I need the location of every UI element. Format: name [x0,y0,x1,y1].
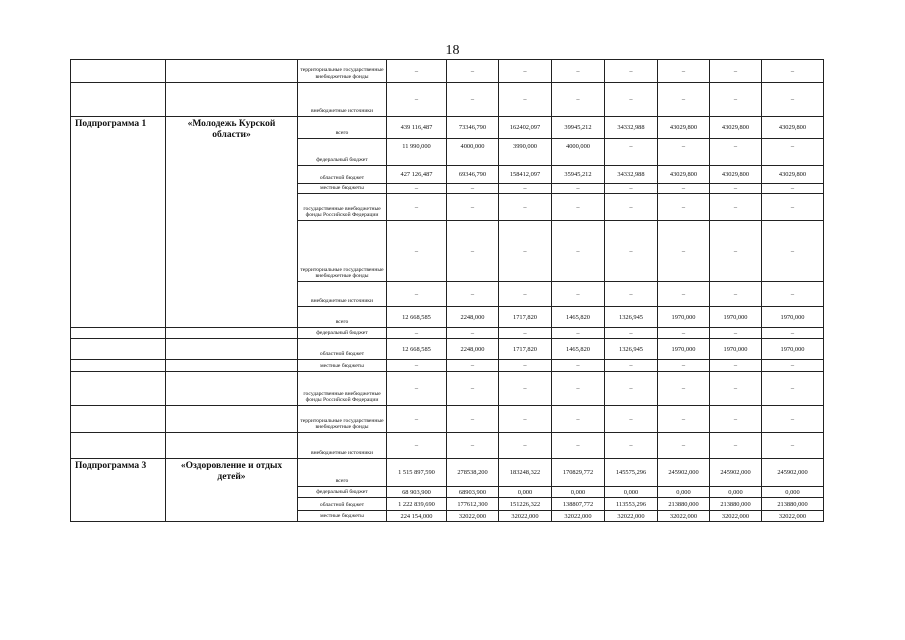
value-cell: 177612,300 [447,498,499,511]
value-cell: – [658,406,710,433]
value-cell: 158412,097 [499,166,552,184]
empty-cell [166,339,298,360]
funding-source: областной бюджет [298,498,387,511]
value-cell: 0,000 [605,487,658,498]
value-cell: 32022,000 [499,511,552,522]
value-cell: – [552,433,605,459]
funding-source: местные бюджеты [298,360,387,372]
value-cell: – [387,60,447,83]
value-cell: – [658,184,710,194]
value-cell: – [658,60,710,83]
value-cell: 0,000 [710,487,762,498]
value-cell: – [762,60,824,83]
value-cell: 2248,000 [447,307,499,328]
funding-source: территориальные государственные внебюджетные фонды [298,221,387,282]
funding-source: внебюджетные источники [298,83,387,117]
funding-source: государственные внебюджетные фонды Российской Федерации [298,372,387,406]
value-cell: – [658,360,710,372]
table-row [71,459,824,487]
value-cell: 32022,000 [447,511,499,522]
value-cell: 12 668,585 [387,307,447,328]
value-cell: 224 154,000 [387,511,447,522]
value-cell: – [605,406,658,433]
value-cell: – [710,328,762,339]
table-row [71,372,824,406]
value-cell: 213880,000 [658,498,710,511]
value-cell: 43029,800 [658,117,710,139]
value-cell: 1717,820 [499,339,552,360]
funding-source: федеральный бюджет [298,487,387,498]
table-row [71,117,824,139]
value-cell: 1970,000 [762,339,824,360]
value-cell: 73346,790 [447,117,499,139]
value-cell: 1970,000 [710,339,762,360]
table-row [71,328,824,339]
value-cell: – [762,83,824,117]
value-cell: 1970,000 [658,307,710,328]
value-cell: – [387,282,447,307]
value-cell: – [762,433,824,459]
value-cell: – [605,328,658,339]
value-cell: – [710,221,762,282]
value-cell: 145575,296 [605,459,658,487]
value-cell: 183248,322 [499,459,552,487]
value-cell: – [762,282,824,307]
value-cell: – [499,184,552,194]
value-cell: 68903,900 [447,487,499,498]
table-row [71,60,824,83]
value-cell: – [762,406,824,433]
value-cell: – [499,83,552,117]
funding-source: федеральный бюджет [298,139,387,166]
empty-cell [71,360,166,372]
value-cell: – [762,139,824,166]
value-cell: 1465,820 [552,307,605,328]
value-cell: 0,000 [552,487,605,498]
value-cell: – [387,372,447,406]
value-cell: 439 116,487 [387,117,447,139]
value-cell: 1970,000 [710,307,762,328]
value-cell: 32022,000 [605,511,658,522]
value-cell: – [499,406,552,433]
value-cell: – [710,282,762,307]
value-cell: 32022,000 [710,511,762,522]
empty-cell [166,360,298,372]
funding-source: федеральный бюджет [298,328,387,339]
value-cell: – [605,282,658,307]
value-cell: – [447,221,499,282]
value-cell: 43029,800 [762,166,824,184]
value-cell: 1326,945 [605,339,658,360]
value-cell: 1970,000 [658,339,710,360]
table-row [71,406,824,433]
value-cell: – [447,194,499,221]
value-cell: – [552,360,605,372]
value-cell: – [710,184,762,194]
empty-cell [166,372,298,406]
empty-cell [166,433,298,459]
value-cell: 34332,988 [605,117,658,139]
value-cell: – [387,360,447,372]
empty-cell [71,339,166,360]
value-cell: – [658,282,710,307]
value-cell: – [552,328,605,339]
funding-source: территориальные государственные внебюджетные фонды [298,406,387,433]
value-cell: – [762,360,824,372]
subprogram-name: «Молодежь Курской области» [166,117,298,328]
value-cell: – [552,282,605,307]
value-cell: 35945,212 [552,166,605,184]
value-cell: – [710,60,762,83]
value-cell: 68 903,900 [387,487,447,498]
value-cell: – [658,83,710,117]
value-cell: – [499,194,552,221]
value-cell: – [447,433,499,459]
value-cell: – [605,184,658,194]
value-cell: 245902,000 [762,459,824,487]
value-cell: 213880,000 [710,498,762,511]
budget-table [70,59,824,522]
value-cell: – [605,194,658,221]
value-cell: – [762,221,824,282]
funding-source: всего [298,459,387,487]
value-cell: – [658,372,710,406]
value-cell: – [387,328,447,339]
value-cell: – [605,139,658,166]
value-cell: – [605,360,658,372]
value-cell: – [552,60,605,83]
value-cell: 11 990,000 [387,139,447,166]
value-cell: – [447,184,499,194]
value-cell: 2248,000 [447,339,499,360]
funding-source: внебюджетные источники [298,433,387,459]
value-cell: – [499,360,552,372]
value-cell: – [710,360,762,372]
subprogram-name: «Оздоровление и отдых детей» [166,459,298,522]
empty-cell [166,328,298,339]
value-cell: 1717,820 [499,307,552,328]
value-cell: – [499,282,552,307]
funding-source: местные бюджеты [298,511,387,522]
value-cell: – [447,83,499,117]
funding-source: всего [298,117,387,139]
value-cell: 1 222 839,690 [387,498,447,511]
value-cell: 32022,000 [658,511,710,522]
subprogram-label: Подпрограмма 3 [71,459,166,522]
empty-cell [166,83,298,117]
value-cell: 43029,800 [710,117,762,139]
value-cell: – [658,433,710,459]
value-cell: 39945,212 [552,117,605,139]
value-cell: – [552,83,605,117]
funding-source: территориальные государственные внебюджетные фонды [298,60,387,83]
value-cell: 162402,097 [499,117,552,139]
value-cell: 0,000 [658,487,710,498]
page-number: 18 [445,43,460,58]
value-cell: – [447,406,499,433]
value-cell: – [499,221,552,282]
value-cell: – [605,60,658,83]
value-cell: – [552,184,605,194]
value-cell: – [387,433,447,459]
value-cell: – [710,433,762,459]
table-row [71,83,824,117]
value-cell: 3990,000 [499,139,552,166]
empty-cell [166,406,298,433]
value-cell: 0,000 [499,487,552,498]
value-cell: 245902,000 [658,459,710,487]
value-cell: – [710,372,762,406]
value-cell: 0,000 [762,487,824,498]
value-cell: – [552,372,605,406]
value-cell: – [710,406,762,433]
value-cell: 245902,000 [710,459,762,487]
table-row [71,433,824,459]
value-cell: 12 668,585 [387,339,447,360]
value-cell: – [499,328,552,339]
value-cell: – [605,433,658,459]
funding-source: государственные внебюджетные фонды Российской Федерации [298,194,387,221]
value-cell: 170829,772 [552,459,605,487]
value-cell: 43029,800 [762,117,824,139]
value-cell: 427 126,487 [387,166,447,184]
value-cell: – [710,194,762,221]
empty-cell [166,60,298,83]
value-cell: – [552,221,605,282]
funding-source: областной бюджет [298,339,387,360]
value-cell: – [762,372,824,406]
value-cell: – [499,60,552,83]
value-cell: 34332,988 [605,166,658,184]
value-cell: 43029,800 [710,166,762,184]
table-row [71,339,824,360]
value-cell: – [658,194,710,221]
value-cell: 151226,322 [499,498,552,511]
value-cell: – [762,184,824,194]
value-cell: – [499,372,552,406]
value-cell: – [447,328,499,339]
value-cell: – [762,328,824,339]
funding-source: областной бюджет [298,166,387,184]
empty-cell [71,328,166,339]
value-cell: 1970,000 [762,307,824,328]
empty-cell [71,433,166,459]
subprogram-label: Подпрограмма 1 [71,117,166,328]
value-cell: 1326,945 [605,307,658,328]
value-cell: 69346,790 [447,166,499,184]
value-cell: – [447,360,499,372]
value-cell: – [447,282,499,307]
funding-source: внебюджетные источники [298,282,387,307]
value-cell: 32022,000 [762,511,824,522]
empty-cell [71,372,166,406]
value-cell: – [710,83,762,117]
value-cell: – [552,194,605,221]
value-cell: 4000,000 [552,139,605,166]
value-cell: – [387,406,447,433]
value-cell: 278538,200 [447,459,499,487]
value-cell: – [387,194,447,221]
value-cell: 43029,800 [658,166,710,184]
table-row [71,360,824,372]
empty-cell [71,83,166,117]
value-cell: 1465,820 [552,339,605,360]
empty-cell [71,60,166,83]
value-cell: – [762,194,824,221]
value-cell: 213880,000 [762,498,824,511]
value-cell: – [710,139,762,166]
value-cell: – [605,83,658,117]
funding-source: местные бюджеты [298,184,387,194]
value-cell: – [605,221,658,282]
value-cell: 4000,000 [447,139,499,166]
value-cell: – [387,184,447,194]
value-cell: 138807,772 [552,498,605,511]
value-cell: – [387,83,447,117]
value-cell: – [387,221,447,282]
value-cell: – [605,372,658,406]
value-cell: 32022,000 [552,511,605,522]
table-body [71,60,824,522]
value-cell: – [658,221,710,282]
value-cell: 1 515 897,590 [387,459,447,487]
value-cell: – [658,139,710,166]
value-cell: 113553,296 [605,498,658,511]
empty-cell [71,406,166,433]
value-cell: – [447,372,499,406]
value-cell: – [447,60,499,83]
value-cell: – [658,328,710,339]
value-cell: – [499,433,552,459]
funding-source: всего [298,307,387,328]
value-cell: – [552,406,605,433]
